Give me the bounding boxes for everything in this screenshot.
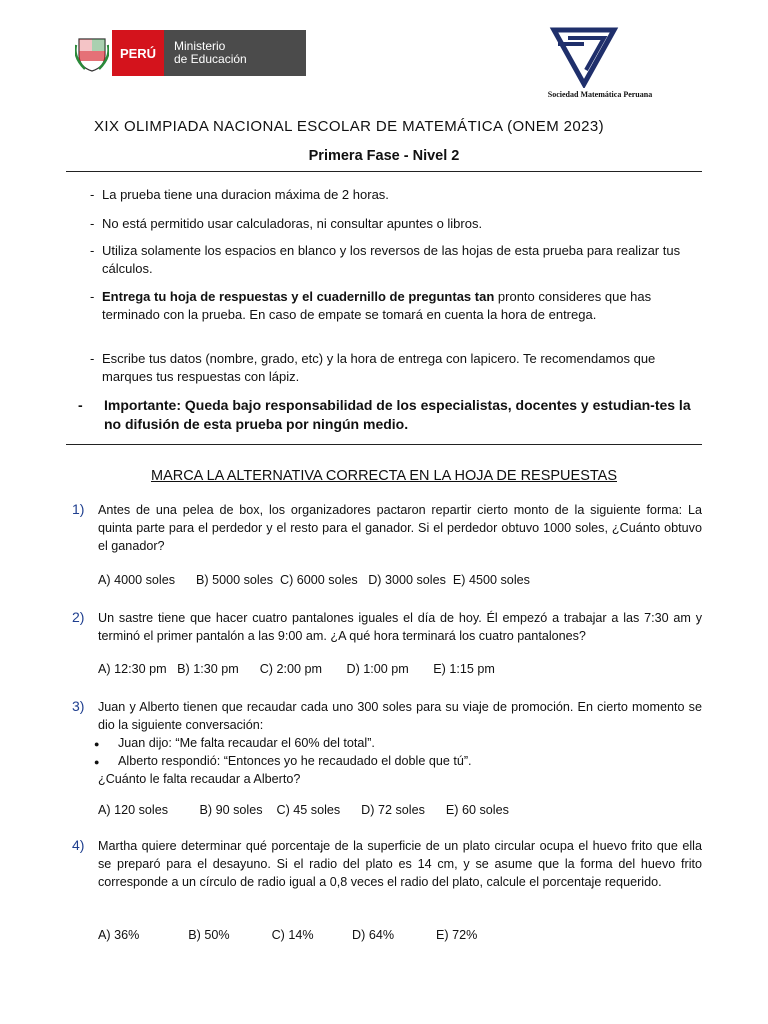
exam-title: XIX OLIMPIADA NACIONAL ESCOLAR DE MATEMÁTICA (ONEM 2023)	[94, 118, 605, 135]
question-1-options: A) 4000 soles B) 5000 soles C) 6000 soles D) 3000 soles E) 4500 soles	[98, 573, 530, 587]
peru-label: PERÚ	[112, 30, 164, 76]
question-text: Un sastre tiene que hacer cuatro pantalones iguales el día de hoy. Él empezó a trabajar a las 7:30 am y terminó el primer pantalón a las 9:00 am. ¿A qué hora terminará los cuatro pantalones?	[98, 611, 702, 643]
divider-top	[66, 171, 702, 172]
exam-subtitle: Primera Fase - Nivel 2	[308, 148, 460, 164]
question-prompt: ¿Cuánto le falta recaudar a Alberto?	[98, 772, 301, 786]
ministerio-line2: de Educación	[174, 52, 247, 66]
rule-item: - Utiliza solamente los espacios en blanco y los reversos de las hojas de esta prueba para realizar tus cálculos.	[90, 242, 690, 278]
important-note: - Importante: Queda bajo responsabilidad de los especialistas, docentes y estudian-tes la no difusión de esta prueba por ningún medio.	[78, 396, 698, 434]
question-text: Juan y Alberto tienen que recaudar cada uno 300 soles para su viaje de promoción. En cierto momento se dio la siguiente conversación:	[98, 700, 702, 732]
rule-item: - Entrega tu hoja de respuestas y el cuadernillo de preguntas tan pronto consideres que has terminado con la prueba. En caso de empate se tomará en cuenta la hora de entrega.	[90, 289, 652, 322]
question-4-options: A) 36% B) 50% C) 14% D) 64% E) 72%	[98, 928, 478, 942]
peru-coat-of-arms-icon	[72, 30, 112, 76]
question-4	[72, 837, 702, 891]
question-text: Martha quiere determinar qué porcentaje de la superficie de un plato circular ocupa el huevo frito que ella se preparó para el desayuno. Si el radio del plato es 14 cm, y se asume que la forma del huevo frito corresponde a un círculo de radio igual a 0,8 veces el radio del plato, calcule el porcentaje requerido.	[98, 839, 702, 889]
rule-text: La prueba tiene una duracion máxima de 2 horas.	[102, 187, 389, 202]
question-number: 3)	[72, 698, 85, 714]
divider-bottom	[66, 444, 702, 445]
ministerio-line1: Ministerio	[174, 39, 226, 53]
rule-text: No está permitido usar calculadoras, ni consultar apuntes o libros.	[102, 216, 483, 231]
instruction-heading: MARCA LA ALTERNATIVA CORRECTA EN LA HOJA DE RESPUESTAS	[150, 468, 617, 484]
rule-text: Escribe tus datos (nombre, grado, etc) y la hora de entrega con lapicero. Te recomendamos que marques tus respuestas con lápiz.	[102, 351, 656, 384]
rule-item: - La prueba tiene una duracion máxima de 2 horas.	[90, 186, 690, 204]
question-1	[72, 501, 702, 555]
smp-name: Sociedad Matemática Peruana	[547, 90, 653, 99]
smp-logo-icon	[548, 26, 620, 88]
question-3	[72, 698, 702, 788]
rule-item: - No está permitido usar calculadoras, ni consultar apuntes o libros.	[90, 215, 690, 233]
bullet-item: ● Juan dijo: “Me falta recaudar el 60% del total”.	[118, 734, 702, 752]
rule-text-bold: Entrega tu hoja de respuestas y el cuadernillo de preguntas tan	[102, 289, 495, 304]
question-3-options: A) 120 soles B) 90 soles C) 45 soles D) 72 soles E) 60 soles	[98, 803, 509, 817]
important-text: Importante: Queda bajo responsabilidad de los especialistas, docentes y estudian-tes la no difusión de esta prueba por ningún medio.	[104, 397, 691, 432]
question-text: Antes de una pelea de box, los organizadores pactaron repartir cierto monto de la siguiente forma: La quinta parte para el perdedor y el resto para el ganador. Si el perdedor obtuvo 1000 soles, ¿Cuánto obtuvo el ganador?	[98, 503, 702, 553]
question-3-bullets	[118, 734, 702, 770]
ministerio-label	[164, 30, 306, 76]
rule-item: - Escribe tus datos (nombre, grado, etc) y la hora de entrega con lapicero. Te recomendamos que marques tus respuestas con lápiz.	[90, 350, 690, 386]
question-number: 1)	[72, 501, 85, 517]
minedu-logo	[72, 30, 306, 76]
rule-text: Utiliza solamente los espacios en blanco y los reversos de las hojas de esta prueba para realizar tus cálculos.	[102, 243, 681, 276]
bullet-item: ● Alberto respondió: “Entonces yo he recaudado el doble que tú”.	[118, 752, 702, 770]
rule-text: pronto consideres que has terminado con la prueba. En caso de empate se tomará en cuenta la hora de entrega.	[102, 289, 652, 322]
question-2-options: A) 12:30 pm B) 1:30 pm C) 2:00 pm D) 1:00 pm E) 1:15 pm	[98, 662, 495, 676]
question-number: 2)	[72, 609, 85, 625]
question-2	[72, 609, 702, 645]
question-number: 4)	[72, 837, 85, 853]
